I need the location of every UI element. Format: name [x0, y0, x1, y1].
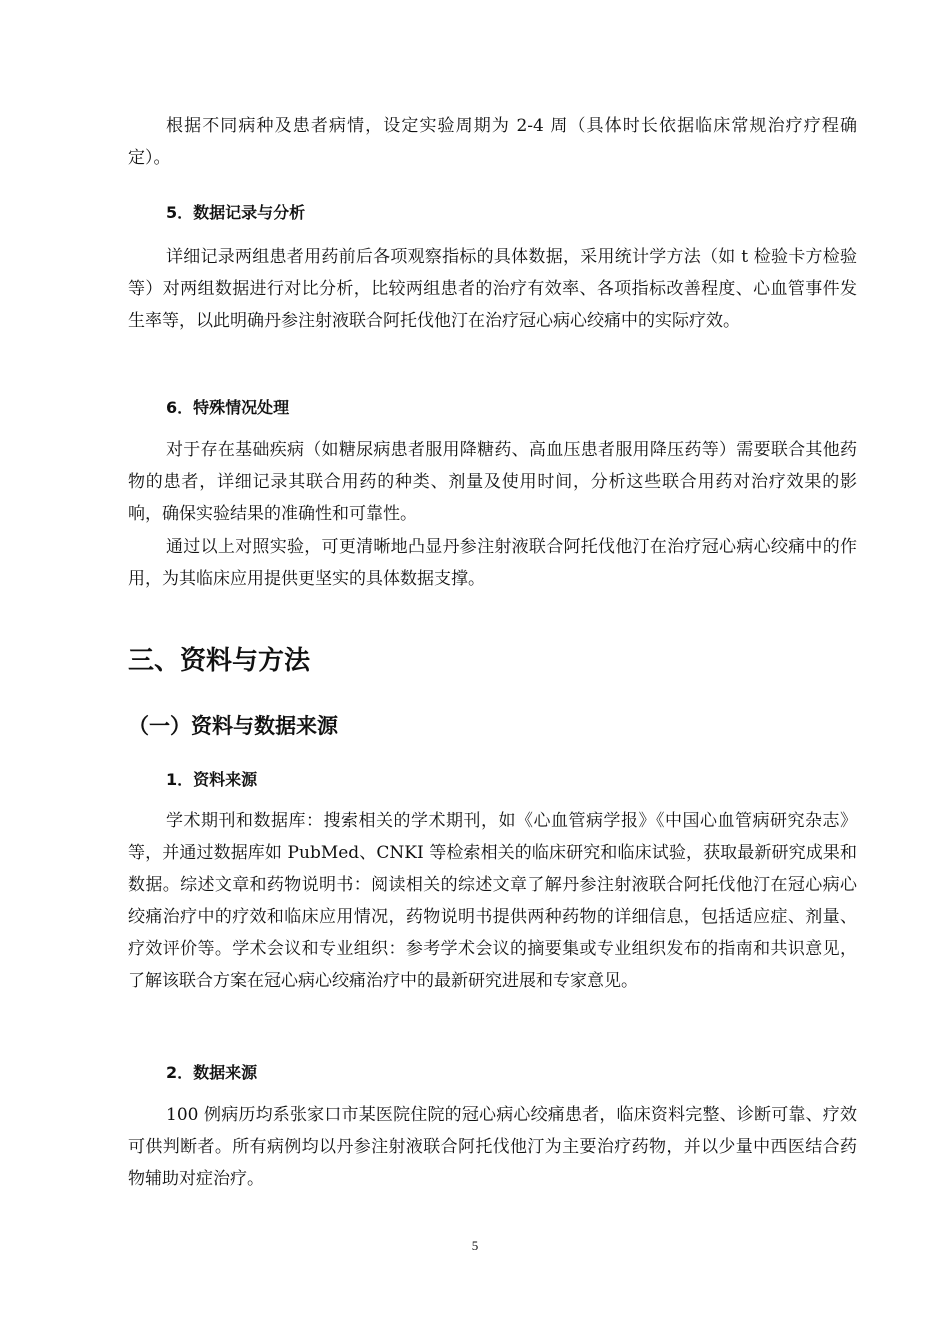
- paragraph-conclusion: 通过以上对照实验，可更清晰地凸显丹参注射液联合阿托伐他汀在治疗冠心病心绞痛中的作用，为其临床应用提供更坚实的具体数据支撑。: [128, 537, 857, 589]
- heading-data-source: 2．数据来源: [166, 1063, 258, 1082]
- paragraph-special-cases: 对于存在基础疾病（如糖尿病患者服用降糖药、高血压患者服用降压药等）需要联合其他药物的患者，详细记录其联合用药的种类、剂量及使用时间，分析这些联合用药对治疗效果的影响，确保实验结果的准确性和可靠性。: [128, 440, 857, 524]
- heading-data-record: 5．数据记录与分析: [166, 203, 306, 222]
- page-number: 5: [471, 1238, 479, 1253]
- heading-material-source: 1．资料来源: [166, 770, 258, 789]
- section-heading-materials-methods: 三、资料与方法: [128, 646, 311, 676]
- paragraph-material-source: 学术期刊和数据库：搜索相关的学术期刊，如《心血管病学报》《中国心血管病研究杂志》等，并通过数据库如 PubMed、CNKI 等检索相关的临床研究和临床试验，获取最新研究成果和数据。综述文章和药物说明书：阅读相关的综述文章了解丹参注射液联合阿托伐他汀在冠心病心绞痛治疗中的疗效和临床应用情况，药物说明书提供两种药物的详细信息，包括适应症、剂量、疗效评价等。学术会议和专业组织：参考学术会议的摘要集或专业组织发布的指南和共识意见，了解该联合方案在冠心病心绞痛治疗中的最新研究进展和专家意见。: [128, 811, 857, 991]
- paragraph-data-record: 详细记录两组患者用药前后各项观察指标的具体数据，采用统计学方法（如 t 检验卡方检验等）对两组数据进行对比分析，比较两组患者的治疗有效率、各项指标改善程度、心血管事件发生率等，以此明确丹参注射液联合阿托伐他汀在治疗冠心病心绞痛中的实际疗效。: [128, 247, 857, 331]
- heading-special-cases: 6．特殊情况处理: [166, 398, 290, 417]
- paragraph-data-source: 100 例病历均系张家口市某医院住院的冠心病心绞痛患者，临床资料完整、诊断可靠、疗效可供判断者。所有病例均以丹参注射液联合阿托伐他汀为主要治疗药物，并以少量中西医结合药物辅助对症治疗。: [128, 1105, 857, 1189]
- paragraph-experiment-period: 根据不同病种及患者病情，设定实验周期为 2-4 周（具体时长依据临床常规治疗疗程确定）。: [128, 116, 857, 168]
- subsection-heading-data-sources: （一）资料与数据来源: [128, 714, 338, 738]
